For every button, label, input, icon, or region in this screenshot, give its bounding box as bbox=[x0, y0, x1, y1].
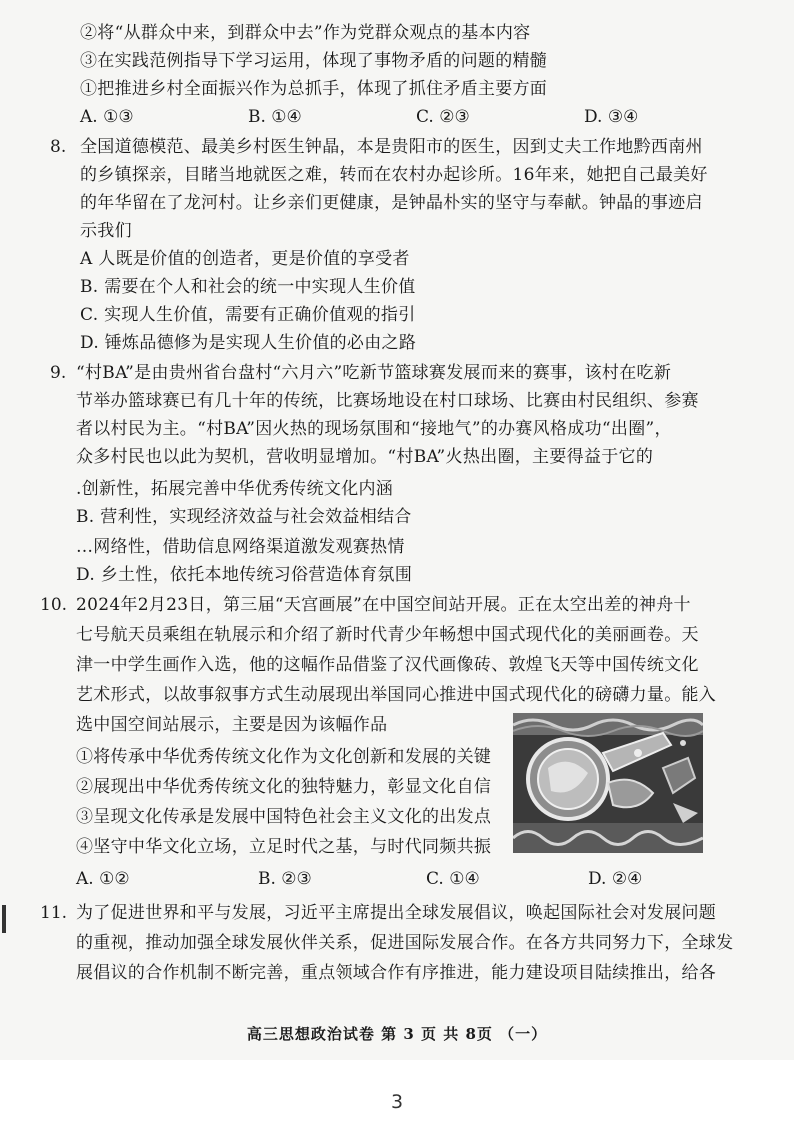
q9-option-c: …网络性，借助信息网络渠道激发观赛热情 bbox=[76, 537, 405, 557]
q11-number: 11. bbox=[40, 903, 68, 923]
q7-statement-2: ②将“从群众中来，到群众中去”作为党群众观点的基本内容 bbox=[80, 23, 531, 43]
q9-stem-line-2: 节举办篮球赛已有几十年的传统，比赛场地设在村口球场、比赛由村民组织、参赛 bbox=[76, 391, 699, 411]
q9-stem-line-3: 者以村民为主。“村BA”因火热的现场氛围和“接地气”的办赛风格成功“出圈”， bbox=[76, 419, 672, 439]
page-number: 3 bbox=[390, 1091, 404, 1113]
q7-statement-1: ①把推进乡村全面振兴作为总抓手，体现了抓住矛盾主要方面 bbox=[80, 79, 548, 99]
q9-option-b: B. 营利性，实现经济效益与社会效益相结合 bbox=[76, 507, 412, 527]
q7-option-c: C. ②③ bbox=[416, 107, 470, 127]
q11-stem-line-1: 为了促进世界和平与发展，习近平主席提出全球发展倡议，唤起国际社会对发展问题 bbox=[76, 903, 717, 923]
q8-option-c: C. 实现人生价值，需要有正确价值观的指引 bbox=[80, 305, 416, 325]
q10-stem-line-4: 艺术形式，以故事叙事方式生动展现出举国同心推进中国式现代化的磅礴力量。能入 bbox=[76, 685, 717, 705]
q10-statement-2: ②展现出中华优秀传统文化的独特魅力，彰显文化自信 bbox=[76, 777, 492, 797]
q10-stem-line-2: 七号航天员乘组在轨展示和介绍了新时代青少年畅想中国式现代化的美丽画卷。天 bbox=[76, 625, 699, 645]
q7-statement-3: ③在实践范例指导下学习运用，体现了事物矛盾的问题的精髓 bbox=[80, 51, 548, 71]
q7-option-d: D. ③④ bbox=[584, 107, 639, 127]
q9-option-a: .创新性，拓展完善中华优秀传统文化内涵 bbox=[76, 479, 394, 499]
q9-number: 9. bbox=[50, 363, 67, 383]
q10-stem-line-5: 选中国空间站展示，主要是因为该幅作品 bbox=[76, 715, 388, 735]
q7-option-b: B. ①④ bbox=[248, 107, 302, 127]
q10-statement-4: ④坚守中华文化立场，立足时代之基，与时代同频共振 bbox=[76, 837, 492, 857]
painting-image bbox=[513, 713, 703, 853]
q10-number: 10. bbox=[40, 595, 68, 615]
q8-number: 8. bbox=[50, 137, 67, 157]
page-footer: 高三思想政治试卷 第 3 页 共 8页 （一） bbox=[246, 1025, 548, 1043]
q8-option-b: B. 需要在个人和社会的统一中实现人生价值 bbox=[80, 277, 416, 297]
q10-option-b: B. ②③ bbox=[258, 869, 312, 889]
q11-stem-line-2: 的重视，推动加强全球发展伙伴关系，促进国际发展合作。在各方共同努力下，全球发 bbox=[76, 933, 734, 953]
q11-stem-line-3: 展倡议的合作机制不断完善，重点领域合作有序推进，能力建设项目陆续推出，给各 bbox=[76, 963, 717, 983]
q10-option-c: C. ①④ bbox=[426, 869, 480, 889]
q10-option-d: D. ②④ bbox=[588, 869, 643, 889]
q8-stem-line-4: 示我们 bbox=[80, 221, 132, 241]
q9-stem-line-4: 众多村民也以此为契机，营收明显增加。“村BA”火热出圈，主要得益于它的 bbox=[76, 447, 654, 467]
q10-option-a: A. ①② bbox=[76, 869, 130, 889]
q9-stem-line-1: “村BA”是由贵州省台盘村“六月六”吃新节篮球赛发展而来的赛事，该村在吃新 bbox=[76, 363, 672, 383]
q7-option-a: A. ①③ bbox=[80, 107, 134, 127]
margin-mark bbox=[2, 905, 6, 933]
q9-option-d: D. 乡土性，依托本地传统习俗营造体育氛围 bbox=[76, 565, 413, 585]
q10-stem-line-3: 津一中学生画作入选，他的这幅作品借鉴了汉代画像砖、敦煌飞天等中国传统文化 bbox=[76, 655, 699, 675]
q10-statement-1: ①将传承中华优秀传统文化作为文化创新和发展的关键 bbox=[76, 747, 492, 767]
q10-statement-3: ③呈现文化传承是发展中国特色社会主义文化的出发点 bbox=[76, 807, 492, 827]
q8-stem-line-1: 全国道德模范、最美乡村医生钟晶，本是贵阳市的医生，因到丈夫工作地黔西南州 bbox=[80, 137, 703, 157]
q8-option-d: D. 锤炼品德修为是实现人生价值的必由之路 bbox=[80, 333, 417, 353]
q10-stem-line-1: 2024年2月23日，第三届“天宫画展”在中国空间站开展。正在太空出差的神舟十 bbox=[76, 595, 691, 615]
q8-stem-line-2: 的乡镇探亲，目睹当地就医之难，转而在农村办起诊所。16年来，她把自己最美好 bbox=[80, 165, 708, 185]
painting-illustration bbox=[513, 713, 703, 853]
q8-option-a: A 人既是价值的创造者，更是价值的享受者 bbox=[80, 249, 410, 269]
q8-stem-line-3: 的年华留在了龙河村。让乡亲们更健康，是钟晶朴实的坚守与奉献。钟晶的事迹启 bbox=[80, 193, 703, 213]
